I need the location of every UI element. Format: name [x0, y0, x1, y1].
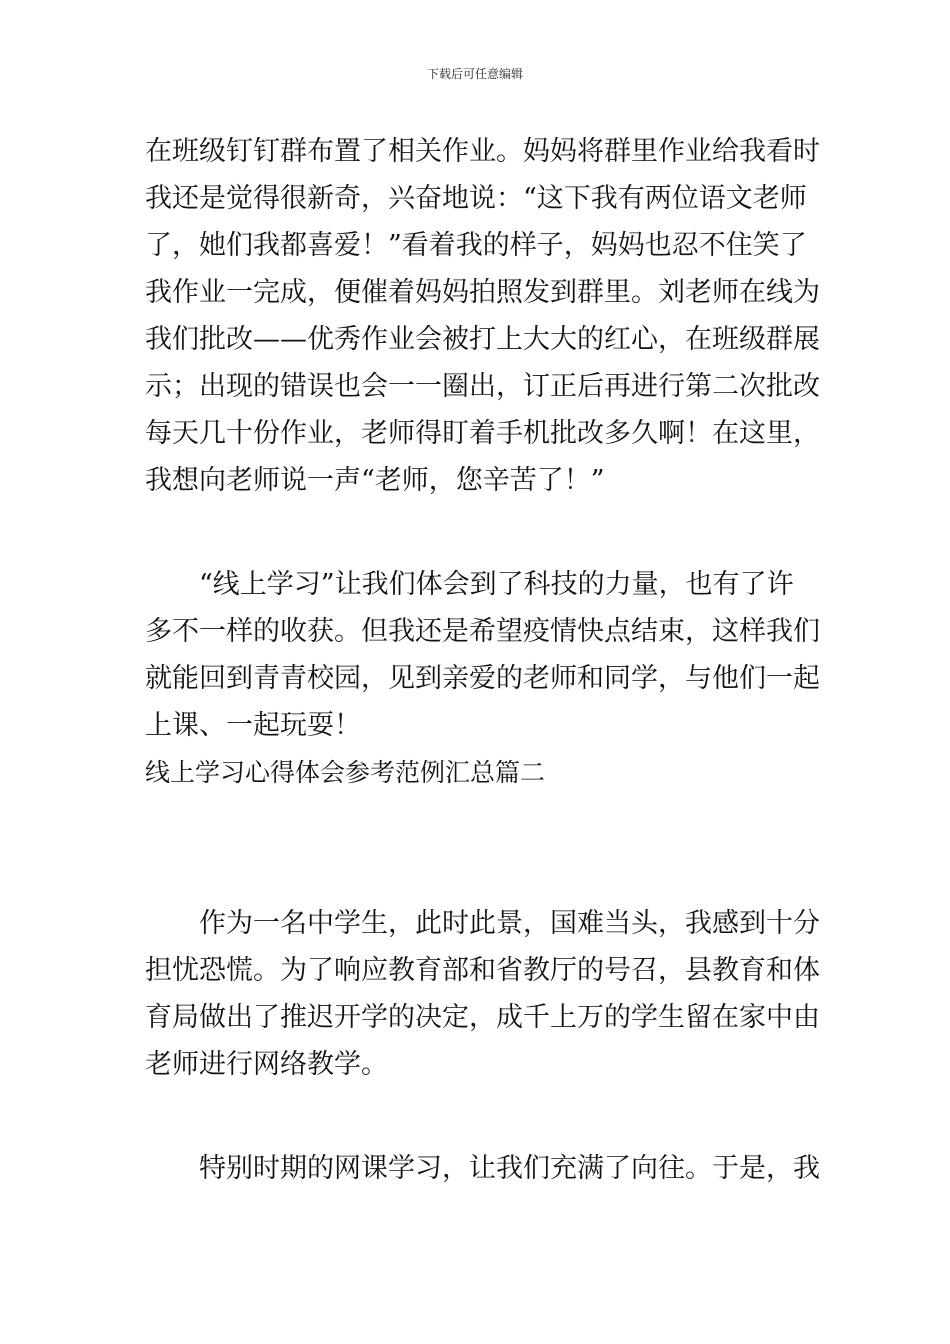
text-line: 示；出现的错误也会一一圈出，订正后再进行第二次批改: [145, 371, 820, 402]
text-line: 特别时期的网课学习，让我们充满了向往。于是，我: [199, 1153, 820, 1184]
section-title: 线上学习心得体会参考范例汇总篇二: [145, 758, 546, 787]
text-line: 上课、一起玩耍！: [145, 710, 361, 741]
text-line: 我们批改——优秀作业会被打上大大的红心，在班级群展: [145, 324, 820, 355]
paragraph-4: [145, 1145, 820, 1192]
paragraph-3: [145, 900, 820, 1088]
paragraph-1: [145, 128, 820, 504]
text-line: 在班级钉钉群布置了相关作业。妈妈将群里作业给我看时: [145, 136, 820, 167]
text-line: 就能回到青青校园，见到亲爱的老师和同学，与他们一起: [145, 663, 820, 694]
text-line: 多不一样的收获。但我还是希望疫情快点结束，这样我们: [145, 616, 820, 647]
text-line: 作为一名中学生，此时此景，国难当头，我感到十分: [199, 908, 820, 939]
document-body: [145, 128, 820, 1192]
text-line: 担忧恐慌。为了响应教育部和省教厅的号召，县教育和体: [145, 955, 820, 986]
text-line: 育局做出了推迟开学的决定，成千上万的学生留在家中由: [145, 1002, 820, 1033]
section-heading: [145, 749, 810, 796]
text-line: 每天几十份作业，老师得盯着手机批改多久啊！在这里，: [145, 418, 820, 449]
page-header: 下载后可任意编辑: [426, 67, 523, 81]
text-line: 我想向老师说一声“老师，您辛苦了！”: [145, 465, 605, 496]
text-line: “线上学习”让我们体会到了科技的力量，也有了许: [199, 569, 794, 600]
text-line: 我还是觉得很新奇，兴奋地说：“这下我有两位语文老师: [145, 183, 807, 214]
text-line: 老师进行网络教学。: [145, 1049, 388, 1080]
text-line: 了，她们我都喜爱！”看着我的样子，妈妈也忍不住笑了: [145, 230, 807, 261]
paragraph-2: [145, 561, 820, 749]
text-line: 我作业一完成，便催着妈妈拍照发到群里。刘老师在线为: [145, 277, 820, 308]
